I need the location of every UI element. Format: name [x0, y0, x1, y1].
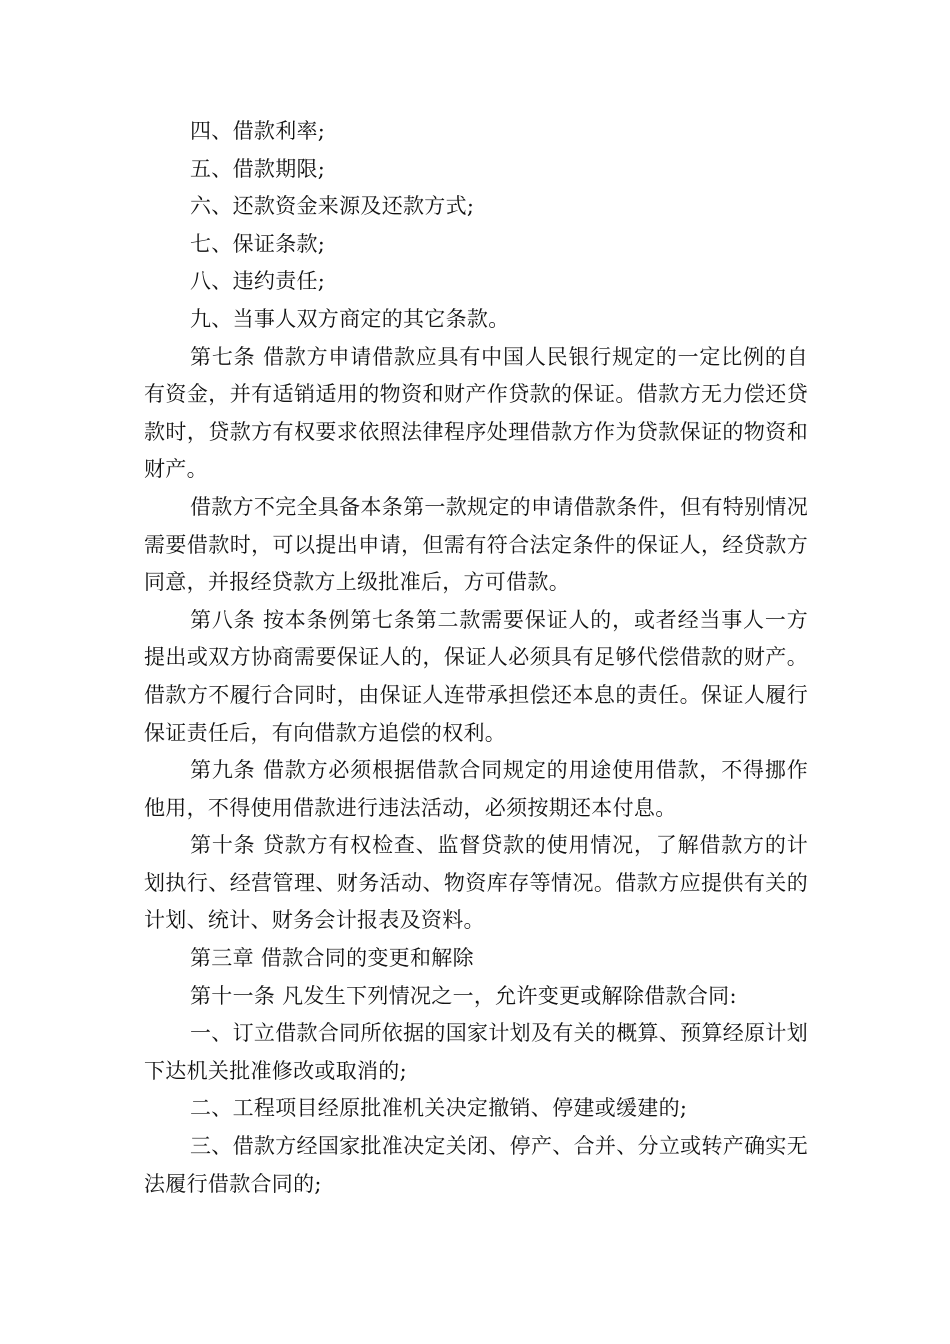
- article-11: 第十一条 凡发生下列情况之一，允许变更或解除借款合同:: [190, 983, 737, 1008]
- article-9: 第九条 借款方必须根据借款合同规定的用途使用借款，不得挪作他用，不得使用借款进行违法活动，必须按期还本付息。: [144, 758, 808, 820]
- paragraph-item-7: 七、保证条款;: [190, 231, 326, 256]
- paragraph-item-6: 六、还款资金来源及还款方式;: [190, 194, 475, 219]
- paragraph-item-9: 九、当事人双方商定的其它条款。: [190, 306, 510, 331]
- article-8: 第八条 按本条例第七条第二款需要保证人的，或者经当事人一方提出或双方协商需要保证人的，保证人必须具有足够代偿借款的财产。借款方不履行合同时，由保证人连带承担偿还本息的责任。保证人履行保证责任后，有向借款方追偿的权利。: [144, 607, 808, 745]
- paragraph-item-5: 五、借款期限;: [190, 156, 326, 181]
- chapter-3-heading: 第三章 借款合同的变更和解除: [190, 946, 474, 971]
- document-body: [144, 113, 808, 1203]
- article-7: 第七条 借款方申请借款应具有中国人民银行规定的一定比例的自有资金，并有适销适用的物资和财产作贷款的保证。借款方无力偿还贷款时，贷款方有权要求依照法律程序处理借款方作为贷款保证的物资和财产。: [144, 344, 808, 482]
- article-11-item-2: 二、工程项目经原批准机关决定撤销、停建或缓建的;: [190, 1096, 688, 1121]
- article-11-item-3: 三、借款方经国家批准决定关闭、停产、合并、分立或转产确实无法履行借款合同的;: [144, 1134, 808, 1196]
- article-7-clause-2: 借款方不完全具备本条第一款规定的申请借款条件，但有特别情况需要借款时，可以提出申请，但需有符合法定条件的保证人，经贷款方同意，并报经贷款方上级批准后，方可借款。: [144, 494, 808, 595]
- paragraph-item-4: 四、借款利率;: [190, 119, 326, 143]
- paragraph-item-8: 八、违约责任;: [190, 269, 326, 294]
- article-11-item-1: 一、订立借款合同所依据的国家计划及有关的概算、预算经原计划下达机关批准修改或取消的;: [144, 1021, 808, 1083]
- article-10: 第十条 贷款方有权检查、监督贷款的使用情况，了解借款方的计划执行、经营管理、财务活动、物资库存等情况。借款方应提供有关的计划、统计、财务会计报表及资料。: [144, 833, 808, 933]
